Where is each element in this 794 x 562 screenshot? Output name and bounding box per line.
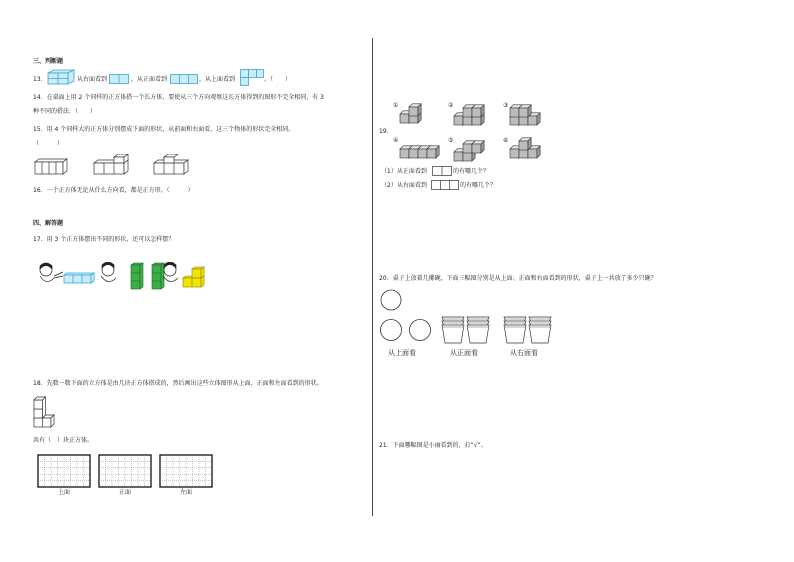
q19-sub2-tail: 的有哪几个？ xyxy=(460,182,497,189)
q18-grid-label-left: 左面 xyxy=(180,489,193,496)
q19-shape-6 xyxy=(508,136,548,160)
q13-top-view xyxy=(240,69,264,87)
q18-grid-label-front: 正面 xyxy=(119,489,132,496)
q19-shape-2 xyxy=(452,103,496,127)
q19-shape-5 xyxy=(452,136,486,164)
q19-sub2-text: （2）从右面看到 xyxy=(381,182,427,189)
q13-number: 13． xyxy=(33,76,47,83)
q18-cube-stack xyxy=(33,394,55,428)
q16-text: 16．一个正方体无论从什么方向看，都是正方形。（ ） xyxy=(33,187,194,194)
q13-front-view xyxy=(170,74,198,84)
q18-grid-top xyxy=(37,454,91,488)
q17-child-figure-1 xyxy=(36,262,66,286)
q17-text: 17．用 3 个正方体摆出不同的形状，还可以怎样摆？ xyxy=(33,236,175,243)
q20-top-view-row2 xyxy=(380,318,432,342)
q18-text: 18．先数一数下面的立方体是由几块正方体搭成的，然后画出这些立体图形从上面、正面和左面看到的形状。 xyxy=(33,380,323,387)
q20-text: 20．桌子上放着几摞碗，下面三幅图分别是从上面、正面和右面看到的形状，桌子上一共放了多少只碗？ xyxy=(379,275,657,282)
q15-shape-c xyxy=(152,154,198,176)
q20-caption-right: 从右面看 xyxy=(510,349,538,357)
q19-label-2: ② xyxy=(448,102,454,109)
q13-from-right-text: 从右面看到 xyxy=(77,76,108,83)
q19-sub1-view xyxy=(432,166,452,176)
q18-grid-label-top: 上面 xyxy=(58,489,71,496)
q17-child-figure-2 xyxy=(98,262,126,286)
section3-title: 三、判断题 xyxy=(33,58,64,65)
q19-label-3: ③ xyxy=(503,102,509,109)
q13-cube-figure xyxy=(44,69,76,85)
section4-title: 四、解答题 xyxy=(33,220,64,227)
q20-front-view-bowls xyxy=(441,316,491,344)
q14-line1: 14．在桌面上用 2 个同样的正方体搭一个长方体，要使从三个方向观察这长方体得到的图形不完全相同，有 3 xyxy=(33,94,324,101)
q14-line2: 种不同的搭法．（ ） xyxy=(33,108,97,115)
q19-shape-1 xyxy=(398,103,432,127)
q21-text: 21．下面哪幅图是小丽看到的，打“√”。 xyxy=(379,442,487,449)
q15-shape-b xyxy=(92,154,138,176)
q17-cyan-cubes xyxy=(63,272,95,284)
q15-answer-paren: （ ） xyxy=(33,140,64,147)
q17-green-column-1 xyxy=(130,262,144,290)
q20-caption-top: 从上面看 xyxy=(388,349,416,357)
q18-grid-front xyxy=(98,454,152,488)
q15-text: 15．用 4 个同样大的正方体分别摆成下面的形状，从前面和右面看，这三个物体的形状完全相同。 xyxy=(33,126,295,133)
q17-yellow-cubes xyxy=(182,266,206,288)
q20-top-view-row1 xyxy=(380,289,402,311)
q19-number: 19． xyxy=(379,128,393,135)
q19-label-5: ⑤ xyxy=(448,137,454,144)
q19-label-6: ⑥ xyxy=(503,137,509,144)
q19-label-1: ① xyxy=(393,102,399,109)
q19-sub1-text: （1）从正面看到 xyxy=(381,168,427,175)
q13-from-front-text: ，从正面看到 xyxy=(131,76,168,83)
q20-right-view-bowls xyxy=(503,316,553,344)
q17-child-figure-3 xyxy=(158,262,182,286)
q19-sub2-view xyxy=(431,180,459,190)
column-divider xyxy=(372,38,373,516)
q19-label-4: ④ xyxy=(393,137,399,144)
q18-blank-text: 共有（ ）块正方体。 xyxy=(33,437,94,444)
q13-right-view xyxy=(109,74,129,84)
q15-shape-a xyxy=(33,154,73,176)
q19-sub1-tail: 的有哪几个？ xyxy=(453,168,490,175)
q20-caption-front: 从正面看 xyxy=(450,349,478,357)
q13-from-top-text: ，从上面看到 xyxy=(199,76,236,83)
q19-shape-4 xyxy=(398,136,442,160)
q13-answer-paren: 。（ ） xyxy=(264,76,292,83)
q19-shape-3 xyxy=(508,103,548,127)
q18-grid-left xyxy=(159,454,213,488)
